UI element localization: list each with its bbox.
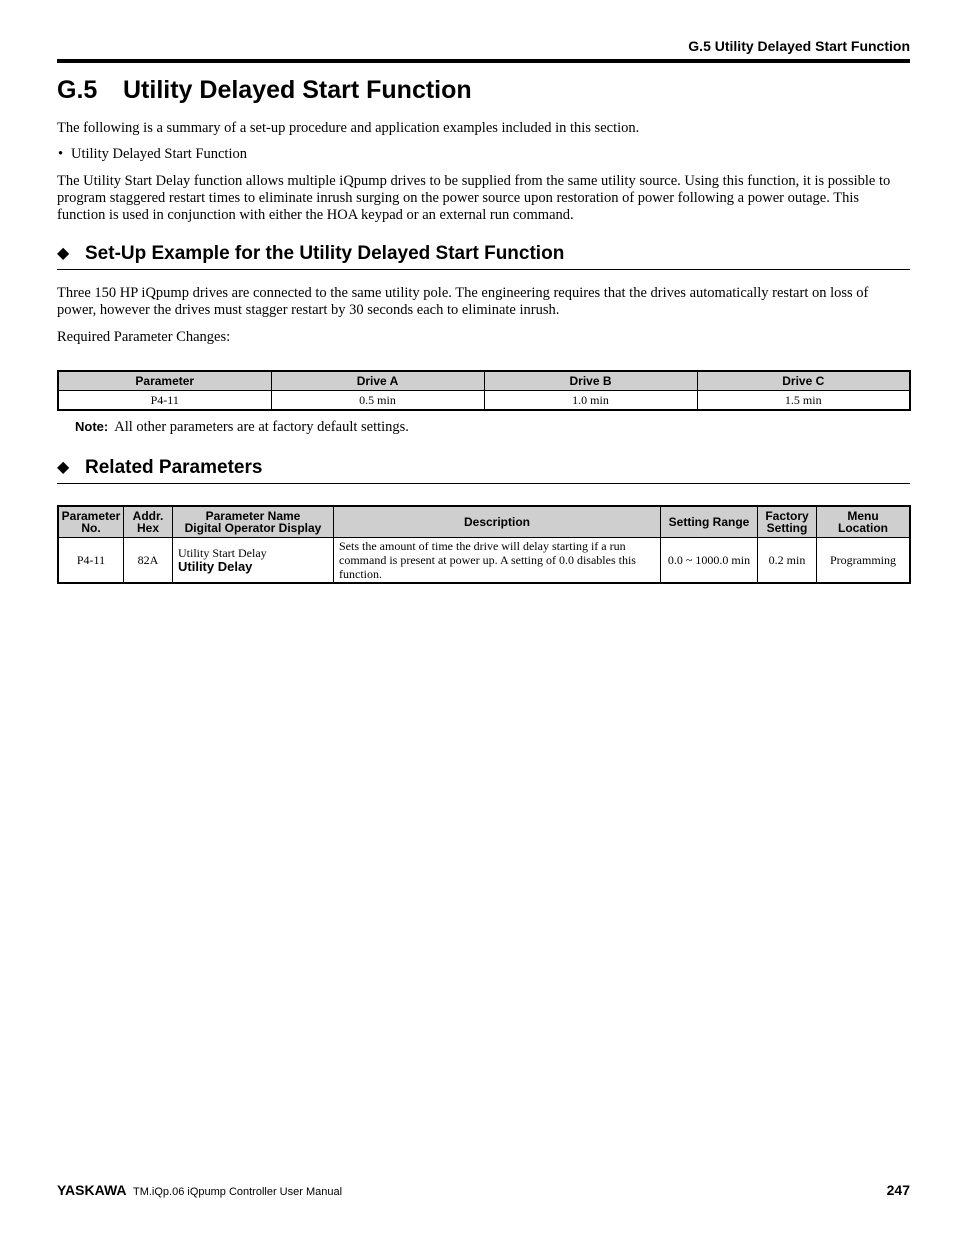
setup-heading-text: Set-Up Example for the Utility Delayed Start Function (85, 243, 565, 264)
bullet-item (58, 146, 247, 163)
col-header-param-no: Parameter No. (58, 506, 124, 538)
cell-menu-location: Programming (817, 538, 911, 584)
note-text: All other parameters are at factory default settings. (114, 419, 409, 435)
page-title (57, 76, 472, 105)
cell-description: Sets the amount of time the drive will delay starting if a run command is present at power up. A setting of 0.0 disables this function. (334, 538, 661, 584)
intro-description: The Utility Start Delay function allows multiple iQpump drives to be supplied from the same utility source. Using this function, it is possible to program staggered restart times to eliminate inrush surging on the power source upon restoration of power following a power outage. This function is used in conjunction with either the HOA keypad or an external run command. (57, 173, 891, 223)
param-name: Utility Start Delay (178, 546, 267, 560)
note (75, 419, 409, 436)
diamond-icon: ◆ (57, 245, 70, 262)
related-heading-text: Related Parameters (85, 457, 263, 478)
col-header-menu-location: Menu Location (817, 506, 911, 538)
table-row (58, 391, 910, 411)
cell-parameter: P4-11 (58, 391, 271, 411)
footer-manual-title: TM.iQp.06 iQpump Controller User Manual (132, 1186, 343, 1198)
col-header-addr: Addr. Hex (124, 506, 173, 538)
page-footer (57, 1182, 910, 1200)
table-header-row (58, 506, 910, 538)
page-number: 247 (886, 1182, 910, 1198)
running-header: G.5 Utility Delayed Start Function (688, 38, 910, 54)
param-display: Utility Delay (178, 559, 253, 574)
col-header-description: Description (334, 506, 661, 538)
bullet-text: Utility Delayed Start Function (71, 146, 247, 162)
footer-brand: YASKAWA (57, 1182, 127, 1198)
cell-drive-a: 0.5 min (271, 391, 484, 411)
col-header-param-name: Parameter Name Digital Operator Display (173, 506, 334, 538)
required-label: Required Parameter Changes: (57, 329, 231, 345)
col-header-drive-a: Drive A (271, 371, 484, 391)
cell-setting-range: 0.0 ~ 1000.0 min (661, 538, 758, 584)
cell-drive-b: 1.0 min (484, 391, 697, 411)
setup-body: Three 150 HP iQpump drives are connected to the same utility pole. The engineering requires that the drives automatically restart on loss of power, however the drives must stagger restart by 30 seconds each to eliminate inrush. (57, 285, 869, 318)
title-number: G.5 (57, 76, 98, 104)
cell-addr: 82A (124, 538, 173, 584)
related-parameters-table (57, 505, 911, 584)
col-header-parameter: Parameter (58, 371, 271, 391)
cell-param-name (173, 538, 334, 584)
header-rule (57, 59, 910, 63)
title-text: Utility Delayed Start Function (123, 76, 472, 104)
col-header-setting-range: Setting Range (661, 506, 758, 538)
setup-section-heading (57, 243, 910, 270)
table-header-row (58, 371, 910, 391)
bullet-icon: • (58, 146, 64, 162)
col-header-drive-c: Drive C (697, 371, 910, 391)
cell-drive-c: 1.5 min (697, 391, 910, 411)
cell-factory-setting: 0.2 min (758, 538, 817, 584)
col-header-drive-b: Drive B (484, 371, 697, 391)
cell-param-no: P4-11 (58, 538, 124, 584)
diamond-icon: ◆ (57, 459, 70, 476)
related-section-heading (57, 457, 910, 484)
intro-summary: The following is a summary of a set-up procedure and application examples included in this section. (57, 120, 640, 136)
col-header-factory-setting: Factory Setting (758, 506, 817, 538)
parameter-changes-table (57, 370, 911, 411)
note-label: Note: (75, 419, 109, 434)
table-row (58, 538, 910, 584)
